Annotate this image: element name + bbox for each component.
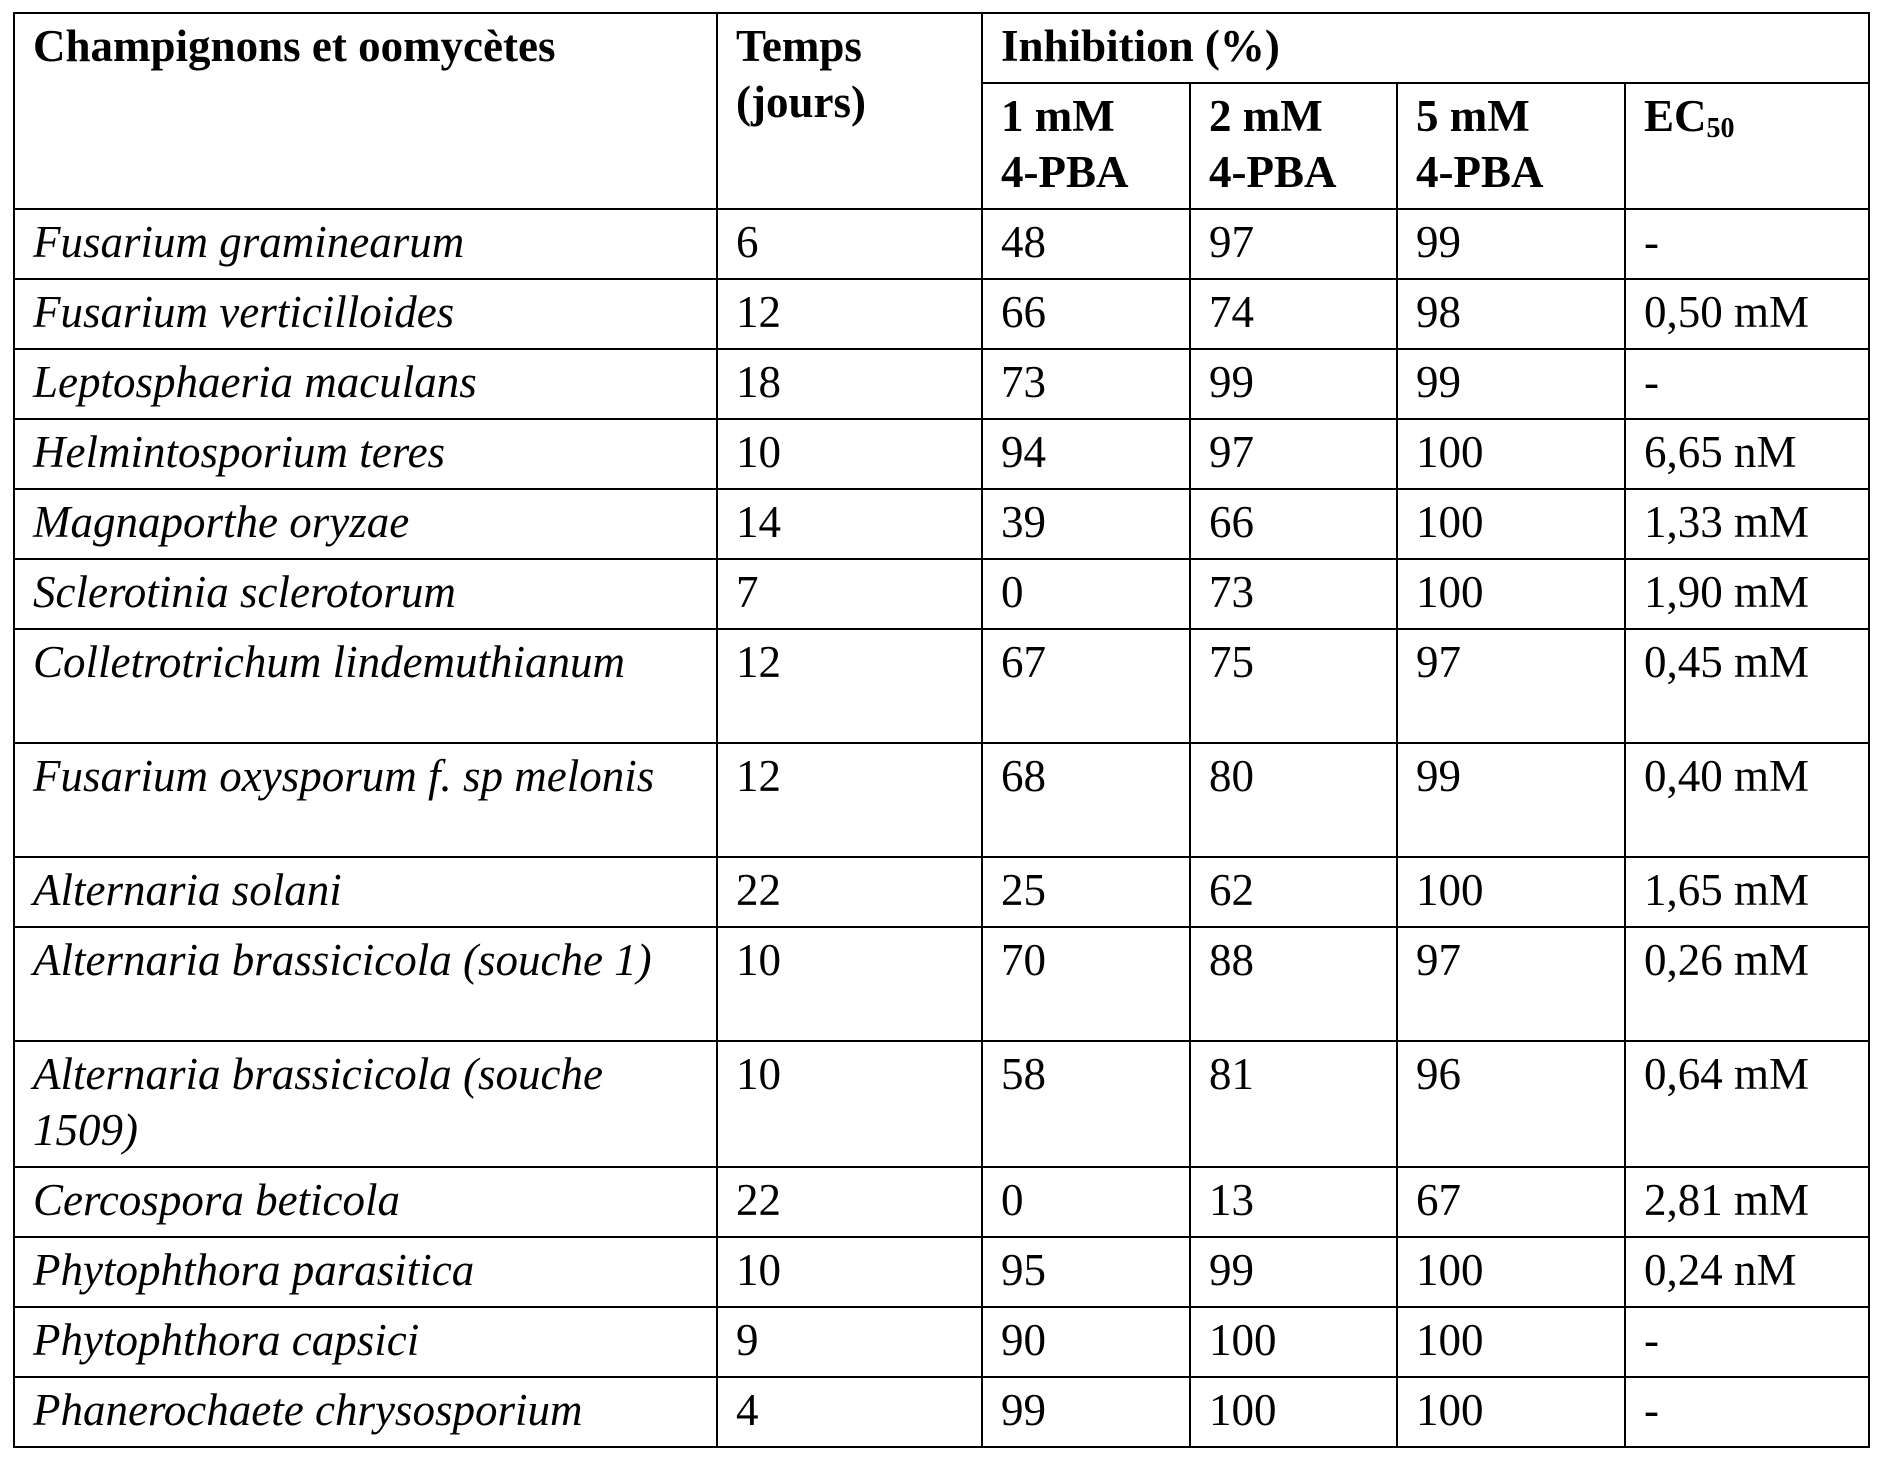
ec50-cell: - xyxy=(1625,1307,1869,1377)
time-cell: 7 xyxy=(717,559,982,629)
inhibition-2mm-cell: 80 xyxy=(1190,743,1397,857)
species-cell: Alternaria brassicicola (souche 1509) xyxy=(14,1041,717,1167)
ec50-cell: 0,24 nM xyxy=(1625,1237,1869,1307)
table-row xyxy=(14,419,1869,489)
inhibition-1mm-cell: 0 xyxy=(982,1167,1190,1237)
inhibition-2mm-cell: 81 xyxy=(1190,1041,1397,1167)
header-inhibition: Inhibition (%) xyxy=(982,13,1869,83)
table-row xyxy=(14,559,1869,629)
species-cell: Magnaporthe oryzae xyxy=(14,489,717,559)
inhibition-1mm-cell: 70 xyxy=(982,927,1190,1041)
inhibition-1mm-cell: 95 xyxy=(982,1237,1190,1307)
inhibition-1mm-cell: 94 xyxy=(982,419,1190,489)
ec50-cell: - xyxy=(1625,209,1869,279)
inhibition-5mm-cell: 99 xyxy=(1397,743,1625,857)
time-cell: 22 xyxy=(717,1167,982,1237)
species-cell: Helmintosporium teres xyxy=(14,419,717,489)
time-cell: 10 xyxy=(717,419,982,489)
table-row xyxy=(14,489,1869,559)
inhibition-2mm-cell: 99 xyxy=(1190,1237,1397,1307)
inhibition-5mm-cell: 100 xyxy=(1397,489,1625,559)
inhibition-1mm-cell: 66 xyxy=(982,279,1190,349)
inhibition-table xyxy=(13,12,1870,1448)
inhibition-2mm-cell: 100 xyxy=(1190,1377,1397,1447)
table-row xyxy=(14,927,1869,1041)
header-conc-5mm: 5 mM 4-PBA xyxy=(1397,83,1625,209)
time-cell: 12 xyxy=(717,279,982,349)
inhibition-5mm-cell: 99 xyxy=(1397,209,1625,279)
inhibition-5mm-cell: 67 xyxy=(1397,1167,1625,1237)
inhibition-2mm-cell: 66 xyxy=(1190,489,1397,559)
inhibition-1mm-cell: 58 xyxy=(982,1041,1190,1167)
inhibition-2mm-cell: 99 xyxy=(1190,349,1397,419)
table-row xyxy=(14,857,1869,927)
time-cell: 12 xyxy=(717,629,982,743)
ec50-cell: 0,45 mM xyxy=(1625,629,1869,743)
inhibition-5mm-cell: 98 xyxy=(1397,279,1625,349)
inhibition-1mm-cell: 90 xyxy=(982,1307,1190,1377)
species-cell: Colletrotrichum lindemuthianum xyxy=(14,629,717,743)
table-row xyxy=(14,1307,1869,1377)
table-row xyxy=(14,349,1869,419)
inhibition-5mm-cell: 99 xyxy=(1397,349,1625,419)
inhibition-1mm-cell: 73 xyxy=(982,349,1190,419)
header-conc-2mm: 2 mM 4-PBA xyxy=(1190,83,1397,209)
species-cell: Phytophthora parasitica xyxy=(14,1237,717,1307)
species-cell: Fusarium graminearum xyxy=(14,209,717,279)
inhibition-5mm-cell: 100 xyxy=(1397,1307,1625,1377)
table-row xyxy=(14,1237,1869,1307)
ec50-cell: 2,81 mM xyxy=(1625,1167,1869,1237)
inhibition-1mm-cell: 67 xyxy=(982,629,1190,743)
inhibition-1mm-cell: 48 xyxy=(982,209,1190,279)
table-row xyxy=(14,629,1869,743)
inhibition-5mm-cell: 100 xyxy=(1397,857,1625,927)
time-cell: 10 xyxy=(717,927,982,1041)
time-cell: 14 xyxy=(717,489,982,559)
species-cell: Alternaria brassicicola (souche 1) xyxy=(14,927,717,1041)
inhibition-2mm-cell: 88 xyxy=(1190,927,1397,1041)
header-row-1 xyxy=(14,13,1869,83)
inhibition-2mm-cell: 13 xyxy=(1190,1167,1397,1237)
header-time: Temps (jours) xyxy=(717,13,982,209)
species-cell: Fusarium verticilloides xyxy=(14,279,717,349)
species-cell: Leptosphaeria maculans xyxy=(14,349,717,419)
inhibition-2mm-cell: 62 xyxy=(1190,857,1397,927)
species-cell: Phanerochaete chrysosporium xyxy=(14,1377,717,1447)
ec50-cell: 1,33 mM xyxy=(1625,489,1869,559)
inhibition-5mm-cell: 100 xyxy=(1397,419,1625,489)
ec50-cell: 0,26 mM xyxy=(1625,927,1869,1041)
ec50-cell: 1,90 mM xyxy=(1625,559,1869,629)
species-cell: Alternaria solani xyxy=(14,857,717,927)
inhibition-2mm-cell: 73 xyxy=(1190,559,1397,629)
inhibition-2mm-cell: 97 xyxy=(1190,419,1397,489)
ec50-cell: 0,40 mM xyxy=(1625,743,1869,857)
time-cell: 6 xyxy=(717,209,982,279)
inhibition-5mm-cell: 100 xyxy=(1397,1237,1625,1307)
inhibition-1mm-cell: 39 xyxy=(982,489,1190,559)
species-cell: Cercospora beticola xyxy=(14,1167,717,1237)
header-ec50: $EC_{50}$ xyxy=(1625,83,1869,209)
time-cell: 22 xyxy=(717,857,982,927)
time-cell: 18 xyxy=(717,349,982,419)
inhibition-1mm-cell: 68 xyxy=(982,743,1190,857)
inhibition-5mm-cell: 100 xyxy=(1397,1377,1625,1447)
time-cell: 12 xyxy=(717,743,982,857)
ec50-cell: 0,64 mM xyxy=(1625,1041,1869,1167)
table-row xyxy=(14,279,1869,349)
species-cell: Phytophthora capsici xyxy=(14,1307,717,1377)
inhibition-1mm-cell: 0 xyxy=(982,559,1190,629)
inhibition-1mm-cell: 99 xyxy=(982,1377,1190,1447)
inhibition-5mm-cell: 96 xyxy=(1397,1041,1625,1167)
time-cell: 10 xyxy=(717,1237,982,1307)
ec50-cell: 1,65 mM xyxy=(1625,857,1869,927)
table-row xyxy=(14,1377,1869,1447)
table-row xyxy=(14,1167,1869,1237)
header-species: Champignons et oomycètes xyxy=(14,13,717,209)
inhibition-2mm-cell: 97 xyxy=(1190,209,1397,279)
inhibition-2mm-cell: 100 xyxy=(1190,1307,1397,1377)
table-row xyxy=(14,209,1869,279)
inhibition-2mm-cell: 75 xyxy=(1190,629,1397,743)
ec50-cell: 6,65 nM xyxy=(1625,419,1869,489)
time-cell: 9 xyxy=(717,1307,982,1377)
inhibition-5mm-cell: 97 xyxy=(1397,629,1625,743)
species-cell: Fusarium oxysporum f. sp melonis xyxy=(14,743,717,857)
ec50-cell: - xyxy=(1625,349,1869,419)
ec50-cell: - xyxy=(1625,1377,1869,1447)
table-row xyxy=(14,743,1869,857)
inhibition-5mm-cell: 100 xyxy=(1397,559,1625,629)
inhibition-1mm-cell: 25 xyxy=(982,857,1190,927)
time-cell: 4 xyxy=(717,1377,982,1447)
inhibition-2mm-cell: 74 xyxy=(1190,279,1397,349)
table-row xyxy=(14,1041,1869,1167)
header-conc-1mm: 1 mM 4-PBA xyxy=(982,83,1190,209)
time-cell: 10 xyxy=(717,1041,982,1167)
species-cell: Sclerotinia sclerotorum xyxy=(14,559,717,629)
inhibition-5mm-cell: 97 xyxy=(1397,927,1625,1041)
ec50-cell: 0,50 mM xyxy=(1625,279,1869,349)
